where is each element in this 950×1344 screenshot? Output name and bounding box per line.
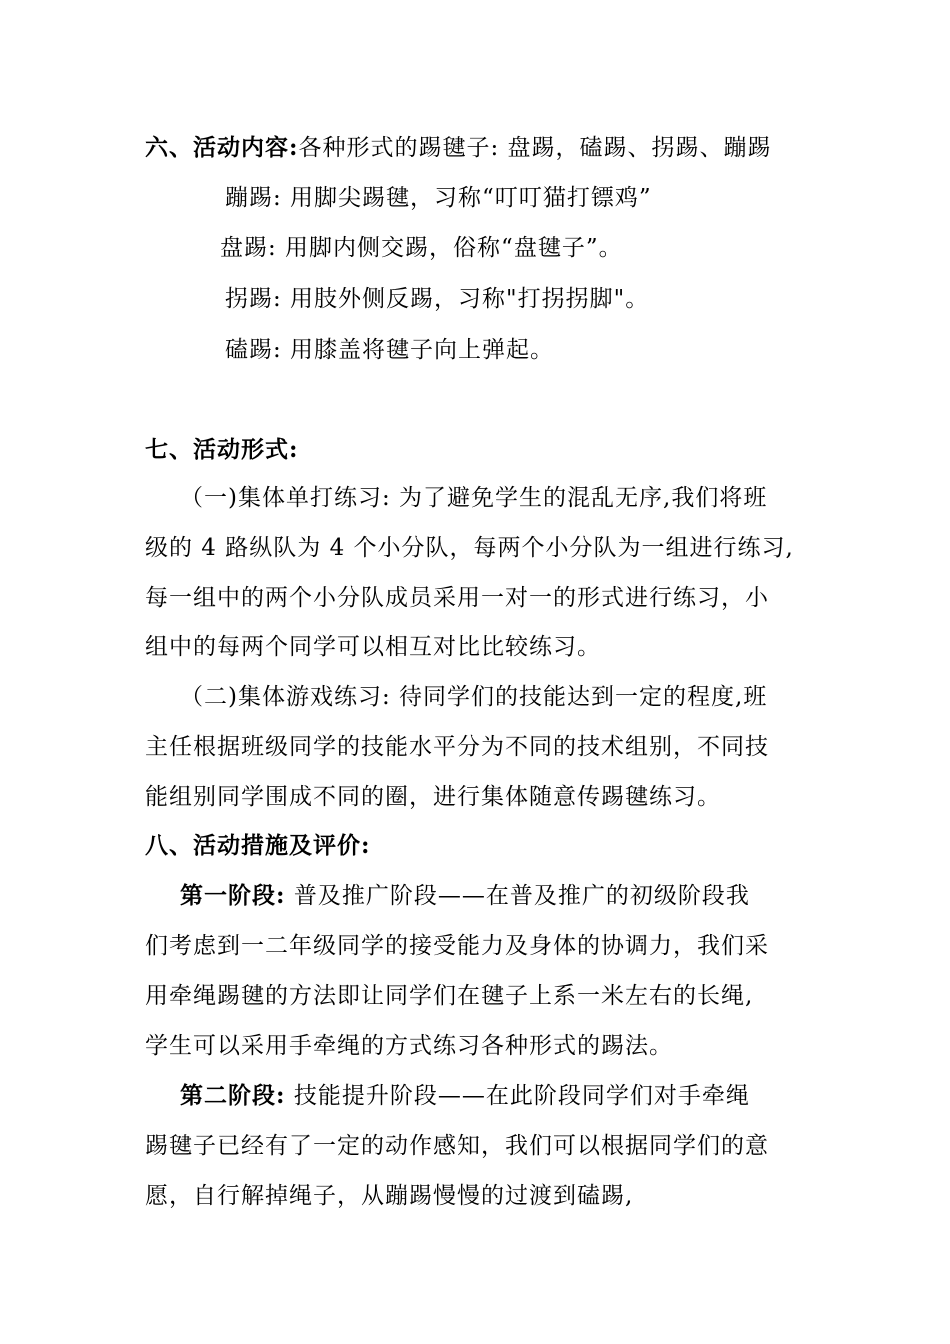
stage2-line: 愿，自行解掉绳子，从蹦踢慢慢的过渡到磕踢, bbox=[145, 1183, 634, 1209]
kick-item-keti: 磕踢: 用膝盖将毽子向上弹起。 bbox=[225, 337, 555, 363]
stage1-line: 们考虑到一二年级同学的接受能力及身体的协调力，我们采 bbox=[145, 933, 769, 959]
section7-para1-line: 组中的每两个同学可以相互对比比较练习。 bbox=[145, 634, 601, 660]
section7-para1-line: （一)集体单打练习: 为了避免学生的混乱无序,我们将班 bbox=[180, 485, 768, 511]
stage2-first-line bbox=[180, 1081, 750, 1111]
kick-item-guaiti: 拐踢: 用肢外侧反踢，习称"打拐拐脚"。 bbox=[225, 286, 650, 312]
section6-line bbox=[145, 133, 772, 163]
section7-para1-line: 每一组中的两个小分队成员采用一对一的形式进行练习，小 bbox=[145, 585, 769, 611]
kick-item-bengti: 蹦踢: 用脚尖踢毽，习称“叮叮猫打镖鸡” bbox=[225, 185, 652, 211]
stage2-label: 第二阶段: bbox=[180, 1082, 286, 1109]
kick-item-panti: 盘踢: 用脚内侧交踢，俗称“盘毽子”。 bbox=[220, 235, 623, 261]
section6-intro: 各种形式的踢毽子: 盘踢，磕踢、拐踢、蹦踢 bbox=[298, 135, 772, 161]
stage1-first-line bbox=[180, 881, 750, 911]
stage1-line: 学生可以采用手牵绳的方式练习各种形式的踢法。 bbox=[145, 1033, 673, 1059]
section7-para2-line: 主任根据班级同学的技能水平分为不同的技术组别，不同技 bbox=[145, 734, 769, 760]
section7-para1-line: 级的 4 路纵队为 4 个小分队，每两个小分队为一组进行练习, bbox=[145, 535, 794, 561]
section6-heading: 六、活动内容: bbox=[145, 134, 299, 161]
section7-para2-line: 能组别同学围成不同的圈，进行集体随意传踢毽练习。 bbox=[145, 784, 721, 810]
section7-para2-line: （二)集体游戏练习: 待同学们的技能达到一定的程度,班 bbox=[180, 684, 768, 710]
stage2-line: 踢毽子已经有了一定的动作感知，我们可以根据同学们的意 bbox=[145, 1133, 769, 1159]
stage1-label: 第一阶段: bbox=[180, 882, 286, 909]
section7-heading: 七、活动形式: bbox=[145, 436, 299, 463]
section8-heading: 八、活动措施及评价: bbox=[145, 832, 371, 859]
stage2-text: 技能提升阶段——在此阶段同学们对手牵绳 bbox=[293, 1083, 750, 1109]
stage1-line: 用牵绳踢毽的方法即让同学们在毽子上系一米左右的长绳, bbox=[145, 983, 754, 1009]
stage1-text: 普及推广阶段——在普及推广的初级阶段我 bbox=[293, 883, 750, 909]
